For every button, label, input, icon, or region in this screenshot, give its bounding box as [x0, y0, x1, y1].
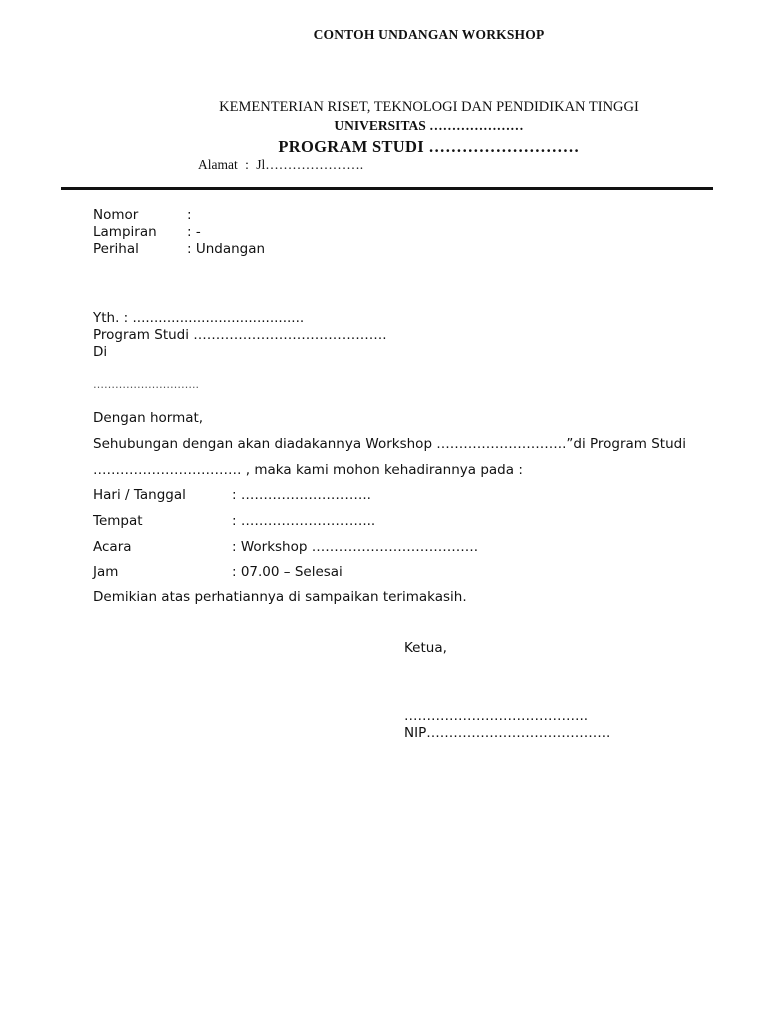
recipient-place: ……………………….. [93, 378, 199, 391]
field-label-jam: Jam [93, 564, 119, 580]
field-value-tempat: : ………………………... [232, 513, 376, 529]
body-line-2: …………………………… , maka kami mohon kehadirannya pada : [93, 462, 523, 478]
recipient-program: Program Studi ……………………………………. [93, 327, 387, 343]
body-line-1: Sehubungan dengan akan diadakannya Workshop ………………………..”di Program Studi [93, 436, 686, 452]
meta-label-nomor: Nomor [93, 207, 139, 223]
closing-text: Demikian atas perhatiannya di sampaikan terimakasih. [93, 589, 467, 605]
field-value-acara: : Workshop ………………………………. [232, 539, 479, 555]
signature-nip: NIP………………………………….. [404, 725, 611, 741]
field-value-jam: : 07.00 – Selesai [232, 564, 343, 580]
address-label: Alamat [198, 157, 238, 172]
letterhead-university: UNIVERSITAS ………………… [334, 118, 524, 133]
recipient-yth: Yth. : ........................................ [93, 310, 305, 326]
field-label-acara: Acara [93, 539, 132, 555]
signature-name-line: ………………………………….. [404, 708, 589, 724]
meta-value-perihal: : Undangan [187, 241, 266, 257]
address-separator: : [245, 157, 249, 172]
field-value-hari-tanggal: : ……………………….. [232, 487, 371, 503]
greeting: Dengan hormat, [93, 410, 204, 426]
field-label-hari-tanggal: Hari / Tanggal [93, 487, 186, 503]
recipient-di: Di [93, 344, 108, 360]
meta-value-lampiran: : - [187, 224, 201, 240]
meta-label-perihal: Perihal [93, 241, 139, 257]
signature-title: Ketua, [404, 640, 447, 656]
letterhead-program: PROGRAM STUDI ……………………… [278, 137, 580, 156]
document-title: CONTOH UNDANGAN WORKSHOP [313, 27, 545, 42]
address-value: Jl…………………. [256, 157, 364, 172]
meta-label-lampiran: Lampiran [93, 224, 157, 240]
meta-value-nomor: : [187, 207, 192, 223]
letterhead-address [198, 157, 363, 173]
letterhead-ministry: KEMENTERIAN RISET, TEKNOLOGI DAN PENDIDIKAN TINGGI [219, 99, 639, 115]
field-label-tempat: Tempat [93, 513, 143, 529]
letterhead-divider [61, 187, 713, 190]
